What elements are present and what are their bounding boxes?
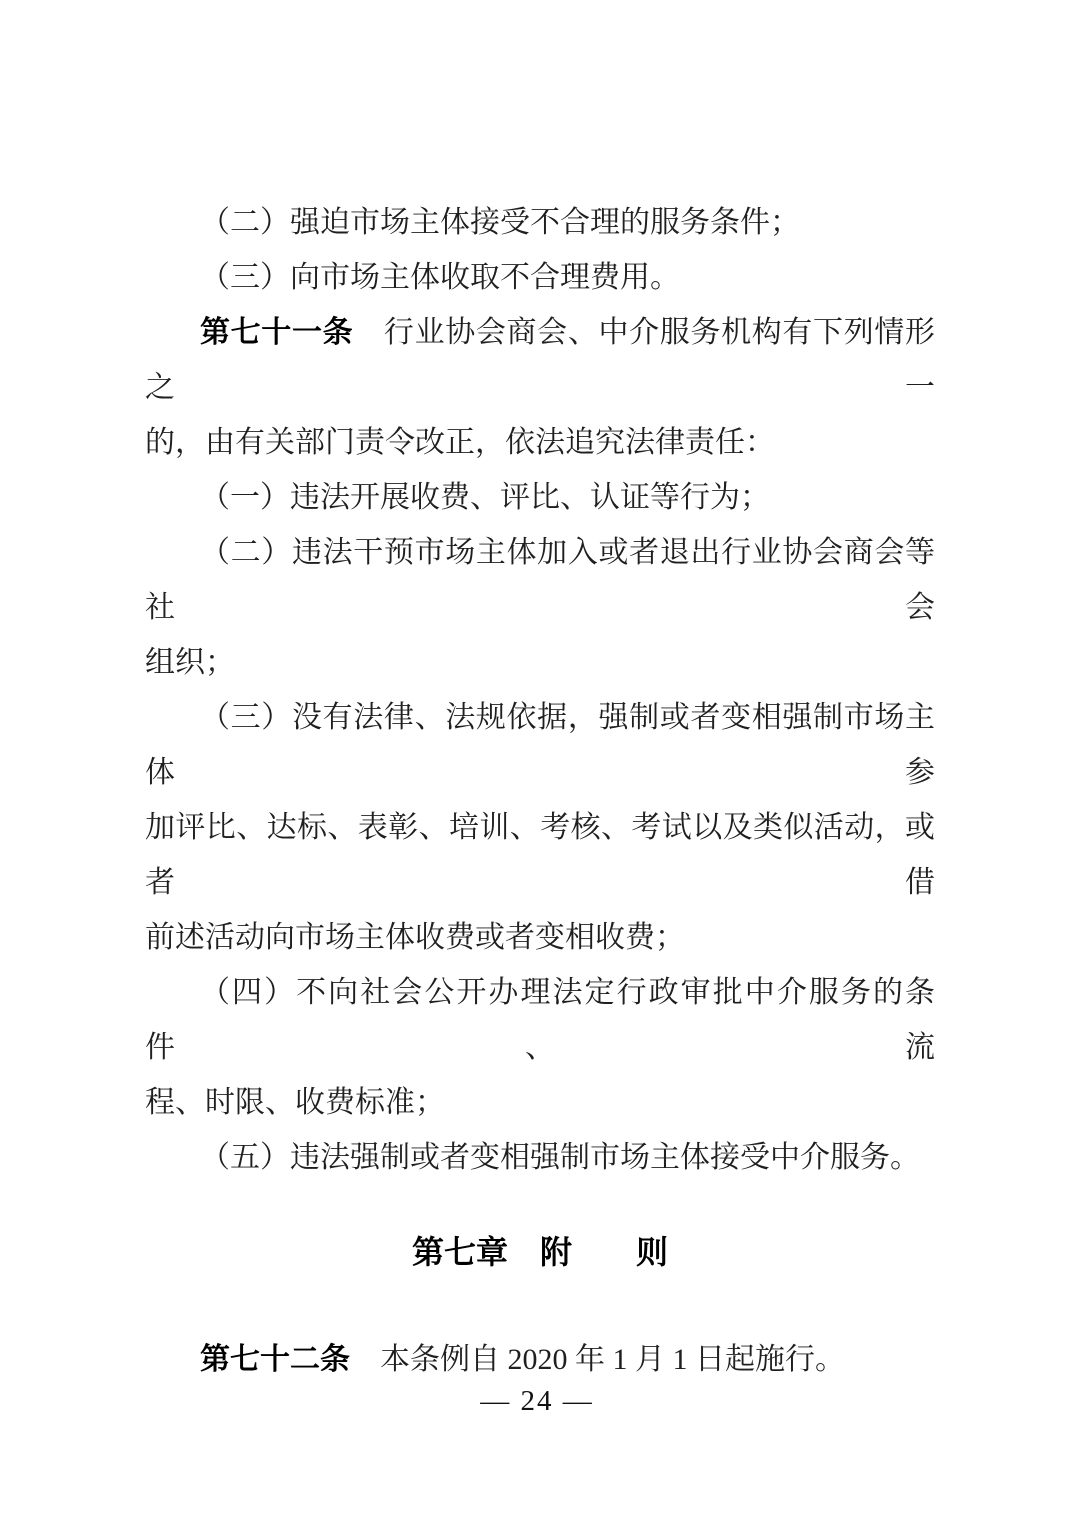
chapter-heading: 第七章 附 则 — [411, 1234, 668, 1270]
body-line: （三）没有法律、法规依据，强制或者变相强制市场主体参 — [145, 701, 935, 789]
body-line: （五）违法强制或者变相强制市场主体接受中介服务。 — [200, 1141, 920, 1174]
body-line: 组织； — [145, 646, 235, 679]
body-line: （三）向市场主体收取不合理费用。 — [200, 261, 680, 294]
body-line: 程、时限、收费标准； — [145, 1086, 445, 1119]
page-number: — 24 — — [480, 1385, 594, 1417]
article-number-71: 第七十一条 — [200, 316, 354, 349]
document-body — [145, 195, 935, 1387]
body-line-text: 行业协会商会、中介服务机构有下列情形之一 — [145, 316, 936, 404]
body-line: （四）不向社会公开办理法定行政审批中介服务的条件、流 — [145, 976, 935, 1064]
body-line: （一）违法开展收费、评比、认证等行为； — [200, 481, 770, 514]
body-line-article-71 — [145, 305, 935, 415]
article-number-72: 第七十二条 — [200, 1343, 350, 1376]
body-line-article-72 — [145, 1332, 935, 1387]
body-line: （二）强迫市场主体接受不合理的服务条件； — [200, 206, 800, 239]
body-line: 前述活动向市场主体收费或者变相收费； — [145, 921, 685, 954]
body-line-text: 本条例自 2020 年 1 月 1 日起施行。 — [350, 1343, 845, 1376]
body-line: 的，由有关部门责令改正，依法追究法律责任： — [145, 426, 775, 459]
body-line: 加评比、达标、表彰、培训、考核、考试以及类似活动，或者借 — [145, 811, 935, 899]
body-line: （二）违法干预市场主体加入或者退出行业协会商会等社会 — [145, 536, 935, 624]
